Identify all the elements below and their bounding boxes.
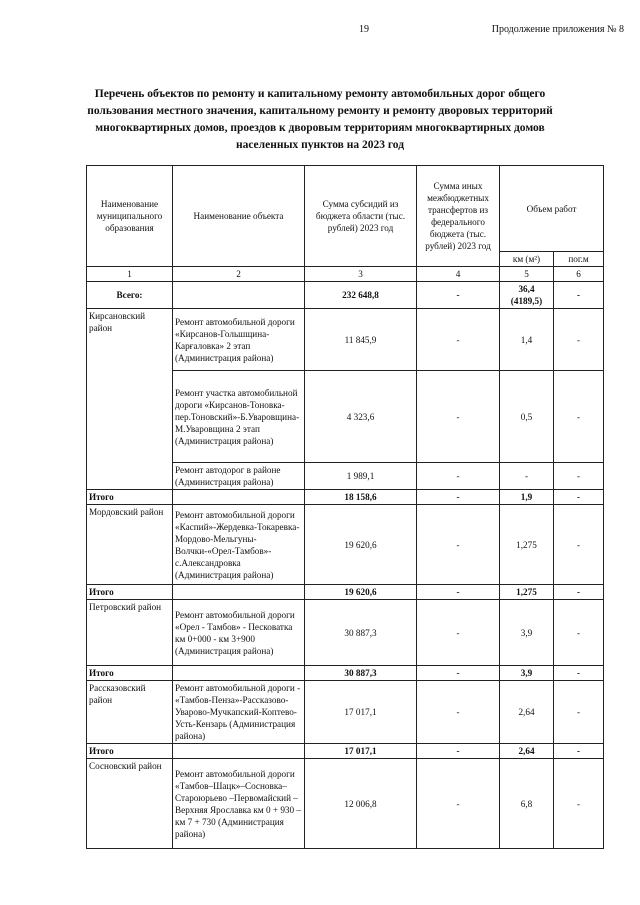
header-transfers: Сумма иных межбюджетных трансфертов из федерального бюджета (тыс. рублей) 2023 год [417, 166, 500, 267]
subtotal-pog: - [554, 666, 604, 681]
pog-value: - [554, 371, 604, 463]
district-name: Сосновский район [87, 759, 173, 849]
district-name: Рассказовский район [87, 681, 173, 744]
transfers-value: - [417, 371, 500, 463]
grand-total-row [87, 282, 604, 309]
transfers-value: - [417, 600, 500, 666]
subtotal-label: Итого [87, 490, 173, 505]
continuation-note: Продолжение приложения № 8 [491, 24, 624, 35]
subtotal-label: Итого [87, 666, 173, 681]
header-municipality: Наименование муниципального образования [87, 166, 173, 267]
header-subsidy: Сумма субсидий из бюджета области (тыс. рублей) 2023 год [305, 166, 417, 267]
grand-total-transfers: - [417, 282, 500, 309]
subsidy-value: 17 017,1 [305, 681, 417, 744]
subtotal-subsidy: 18 158,6 [305, 490, 417, 505]
object-name: Ремонт автомобильной дороги «Тамбов–Шацк»–Сосновка–Староюрьево –Первомайский – Верхняя Ярославка км 0 + 930 – км 7 + 730 (Администрация района) [173, 759, 305, 849]
col-number: 6 [554, 267, 604, 282]
table-row [87, 505, 604, 585]
col-number: 3 [305, 267, 417, 282]
col-number: 1 [87, 267, 173, 282]
subtotal-km: 3,9 [500, 666, 554, 681]
object-name: Ремонт автомобильной дороги - «Тамбов-Пенза»-Рассказово-Уварово-Мучкапский-Коптево-Усть-Кензарь (Администрация района) [173, 681, 305, 744]
table-row [87, 309, 604, 371]
subtotal-subsidy: 17 017,1 [305, 744, 417, 759]
subtotal-km: 2,64 [500, 744, 554, 759]
object-name: Ремонт автомобильной дороги «Орел - Тамбов» - Песковатка км 0+000 - км 3+900 (Администрация района) [173, 600, 305, 666]
transfers-value: - [417, 463, 500, 490]
empty-cell [173, 585, 305, 600]
district-name: Мордовский район [87, 505, 173, 585]
km-value: 1,4 [500, 309, 554, 371]
subsidy-value: 12 006,8 [305, 759, 417, 849]
grand-total-label: Всего: [87, 282, 173, 309]
subsidy-value: 4 323,6 [305, 371, 417, 463]
col-number: 4 [417, 267, 500, 282]
empty-cell [173, 282, 305, 309]
subtotal-subsidy: 19 620,6 [305, 585, 417, 600]
subsidy-value: 11 845,9 [305, 309, 417, 371]
object-name: Ремонт участка автомобильной дороги «Кирсанов-Тоновка-пер.Тоновский»-Б.Уваровщина-М.Уваровщина 2 этап (Администрация района) [173, 371, 305, 463]
subtotal-subsidy: 30 887,3 [305, 666, 417, 681]
pog-value: - [554, 681, 604, 744]
subtotal-row [87, 585, 604, 600]
pog-value: - [554, 600, 604, 666]
header-object: Наименование объекта [173, 166, 305, 267]
subtotal-transfers: - [417, 585, 500, 600]
object-name: Ремонт автомобильной дороги «Каспий»-Жердевка-Токаревка-Мордово-Мельгуны-Волчки-«Орел-Тамбов»-с.Александровка (Администрация района) [173, 505, 305, 585]
km-value: 3,9 [500, 600, 554, 666]
grand-total-pog: - [554, 282, 604, 309]
subtotal-label: Итого [87, 585, 173, 600]
km-value: - [500, 463, 554, 490]
transfers-value: - [417, 505, 500, 585]
table-row [87, 681, 604, 744]
subtotal-km: 1,275 [500, 585, 554, 600]
col-number: 2 [173, 267, 305, 282]
empty-cell [173, 666, 305, 681]
header-volume: Объем работ [500, 166, 604, 252]
header-km: км (м²) [500, 252, 554, 267]
district-name: Кирсановский район [87, 309, 173, 490]
header-pog: пог.м [554, 252, 604, 267]
km-value: 2,64 [500, 681, 554, 744]
district-name: Петровский район [87, 600, 173, 666]
subtotal-row [87, 744, 604, 759]
col-number: 5 [500, 267, 554, 282]
transfers-value: - [417, 759, 500, 849]
transfers-value: - [417, 681, 500, 744]
page-number: 19 [359, 24, 369, 35]
km-value: 0,5 [500, 371, 554, 463]
km-value: 1,275 [500, 505, 554, 585]
subsidy-value: 30 887,3 [305, 600, 417, 666]
transfers-value: - [417, 309, 500, 371]
subtotal-km: 1,9 [500, 490, 554, 505]
subtotal-pog: - [554, 744, 604, 759]
objects-table [86, 165, 604, 849]
object-name: Ремонт автомобильной дороги «Кирсанов-Гольшщина-Карғаловка» 2 этап (Администрация района) [173, 309, 305, 371]
pog-value: - [554, 309, 604, 371]
subtotal-transfers: - [417, 490, 500, 505]
subtotal-pog: - [554, 490, 604, 505]
subtotal-transfers: - [417, 666, 500, 681]
object-name: Ремонт автодорог в районе (Администрация района) [173, 463, 305, 490]
pog-value: - [554, 505, 604, 585]
grand-total-km: 36,4 (4189,5) [500, 282, 554, 309]
empty-cell [173, 744, 305, 759]
subtotal-pog: - [554, 585, 604, 600]
empty-cell [173, 490, 305, 505]
subtotal-label: Итого [87, 744, 173, 759]
document-title: Перечень объектов по ремонту и капитальному ремонту автомобильных дорог общего пользования местного значения, капитальному ремонту и ремонту дворовых территорий многоквартирных домов, проездов к дворовым территориям многоквартирных домов населенных пунктов на 2023 год [87, 88, 553, 151]
pog-value: - [554, 463, 604, 490]
table-header-row [87, 166, 604, 252]
column-number-row [87, 267, 604, 282]
subtotal-row [87, 490, 604, 505]
subtotal-transfers: - [417, 744, 500, 759]
subsidy-value: 1 989,1 [305, 463, 417, 490]
subsidy-value: 19 620,6 [305, 505, 417, 585]
km-value: 6,8 [500, 759, 554, 849]
table-row [87, 600, 604, 666]
grand-total-subsidy: 232 648,8 [305, 282, 417, 309]
table-row [87, 759, 604, 849]
pog-value: - [554, 759, 604, 849]
subtotal-row [87, 666, 604, 681]
